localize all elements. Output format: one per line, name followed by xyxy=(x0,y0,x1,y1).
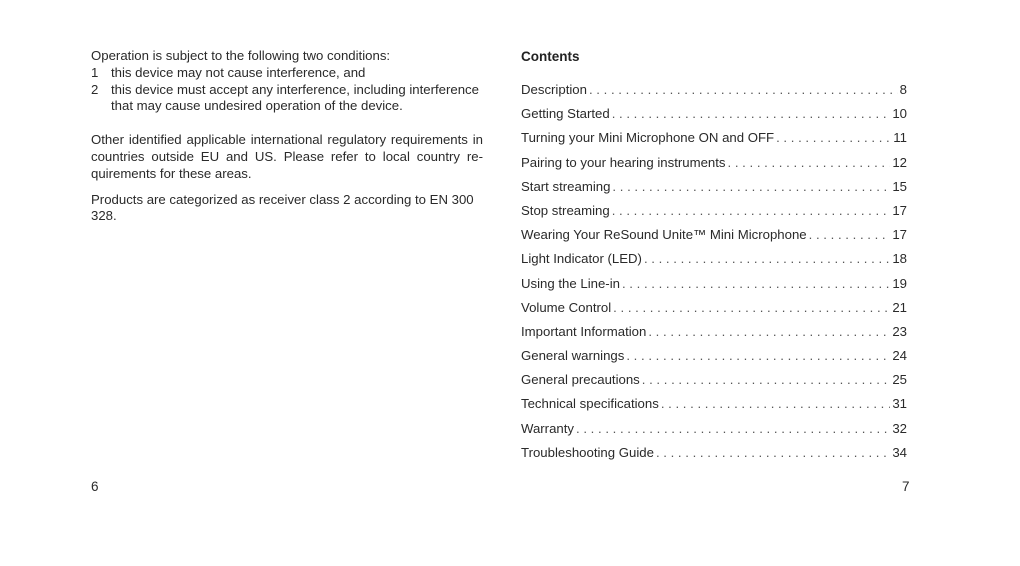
toc-entry[interactable] xyxy=(521,296,907,320)
toc-leader-dots xyxy=(613,296,890,320)
toc-entry[interactable] xyxy=(521,247,907,271)
toc-entry-page: 8 xyxy=(899,82,907,97)
condition-item xyxy=(91,65,483,82)
toc-entry-label: General warnings xyxy=(521,348,625,364)
toc-leader-dots xyxy=(656,441,890,465)
toc-entry-page: 17 xyxy=(892,202,907,218)
conditions-list xyxy=(91,65,483,115)
toc-entry-page: 24 xyxy=(892,348,907,364)
toc-entry-page: 32 xyxy=(892,420,907,436)
toc-leader-dots xyxy=(644,247,890,271)
toc-entry-page: 25 xyxy=(892,372,907,388)
toc-entry-label: Warranty xyxy=(521,420,575,436)
toc-entry-label: Volume Control xyxy=(521,299,612,315)
toc-entry-page: 19 xyxy=(892,275,907,291)
toc-entry-page: 10 xyxy=(892,106,907,122)
toc-entry-page: 11 xyxy=(893,130,907,146)
condition-number: 1 xyxy=(91,64,99,80)
contents-section xyxy=(521,48,907,465)
left-page-text xyxy=(91,48,483,225)
toc-leader-dots xyxy=(648,320,890,344)
toc-entry-page: 21 xyxy=(892,299,907,315)
toc-entry-label: Using the Line-in xyxy=(521,275,620,291)
international-requirements-paragraph: Other identified applicable international regulatory requirements in countries outside EU and US. Please refer to local country re-quirements for these areas. xyxy=(91,132,483,181)
toc-entry[interactable] xyxy=(521,368,907,392)
toc-entry[interactable] xyxy=(521,320,907,344)
toc-entry-label: Start streaming xyxy=(521,178,611,194)
condition-number: 2 xyxy=(91,81,99,97)
toc-leader-dots xyxy=(661,392,891,416)
toc-entry-label: Wearing Your ReSound Unite™ Mini Microphone xyxy=(521,227,807,243)
toc-entry[interactable] xyxy=(521,126,907,150)
toc-leader-dots xyxy=(776,126,891,150)
toc-leader-dots xyxy=(589,78,898,102)
toc-entry[interactable] xyxy=(521,392,907,416)
toc-entry-page: 34 xyxy=(892,444,907,460)
toc-entry[interactable] xyxy=(521,344,907,368)
receiver-class-paragraph: Products are categorized as receiver class 2 according to EN 300 328. xyxy=(91,191,474,224)
toc-entry-label: Technical specifications xyxy=(521,396,659,412)
toc-entry-label: Important Information xyxy=(521,323,647,339)
contents-title: Contents xyxy=(521,49,580,64)
toc-entry-label: Stop streaming xyxy=(521,202,610,218)
condition-text: this device must accept any interference, including interference that may cause undesired operation of the device. xyxy=(111,81,479,114)
toc-entry-page: 31 xyxy=(892,396,907,412)
page-number-left: 6 xyxy=(91,479,99,494)
toc-entry[interactable] xyxy=(521,199,907,223)
toc-entry-label: Getting Started xyxy=(521,106,610,122)
toc-leader-dots xyxy=(612,199,891,223)
toc-entry-page: 12 xyxy=(892,154,907,170)
toc-entry-page: 18 xyxy=(892,251,907,267)
toc-entry-label: Turning your Mini Microphone ON and OFF xyxy=(521,130,775,146)
toc-entry[interactable] xyxy=(521,223,907,247)
toc-entry-label: Light Indicator (LED) xyxy=(521,251,642,267)
toc-leader-dots xyxy=(576,417,890,441)
toc-entry-label: Description xyxy=(521,82,587,97)
toc-leader-dots xyxy=(728,151,891,175)
toc-entry[interactable] xyxy=(521,417,907,441)
toc-entry[interactable] xyxy=(521,175,907,199)
toc-entry-label: Pairing to your hearing instruments xyxy=(521,154,726,170)
condition-item xyxy=(91,82,483,116)
condition-text: this device may not cause interference, and xyxy=(111,64,366,80)
toc-entry-page: 17 xyxy=(892,227,907,243)
toc-leader-dots xyxy=(809,223,891,247)
toc-entry-page: 15 xyxy=(892,178,907,194)
toc-entry[interactable] xyxy=(521,102,907,126)
toc-leader-dots xyxy=(612,102,891,126)
toc-entry[interactable] xyxy=(521,78,907,102)
toc-entry[interactable] xyxy=(521,441,907,465)
toc-entry-label: General precautions xyxy=(521,372,640,388)
toc-leader-dots xyxy=(642,368,891,392)
toc-leader-dots xyxy=(626,344,890,368)
toc-leader-dots xyxy=(612,175,890,199)
toc-leader-dots xyxy=(622,272,890,296)
toc-entry[interactable] xyxy=(521,272,907,296)
toc-entry[interactable] xyxy=(521,151,907,175)
toc-entry-label: Troubleshooting Guide xyxy=(521,444,654,460)
page-number-right: 7 xyxy=(902,479,910,494)
toc-entry-page: 23 xyxy=(892,323,907,339)
conditions-intro: Operation is subject to the following two conditions: xyxy=(91,48,391,63)
contents-list xyxy=(521,78,907,465)
